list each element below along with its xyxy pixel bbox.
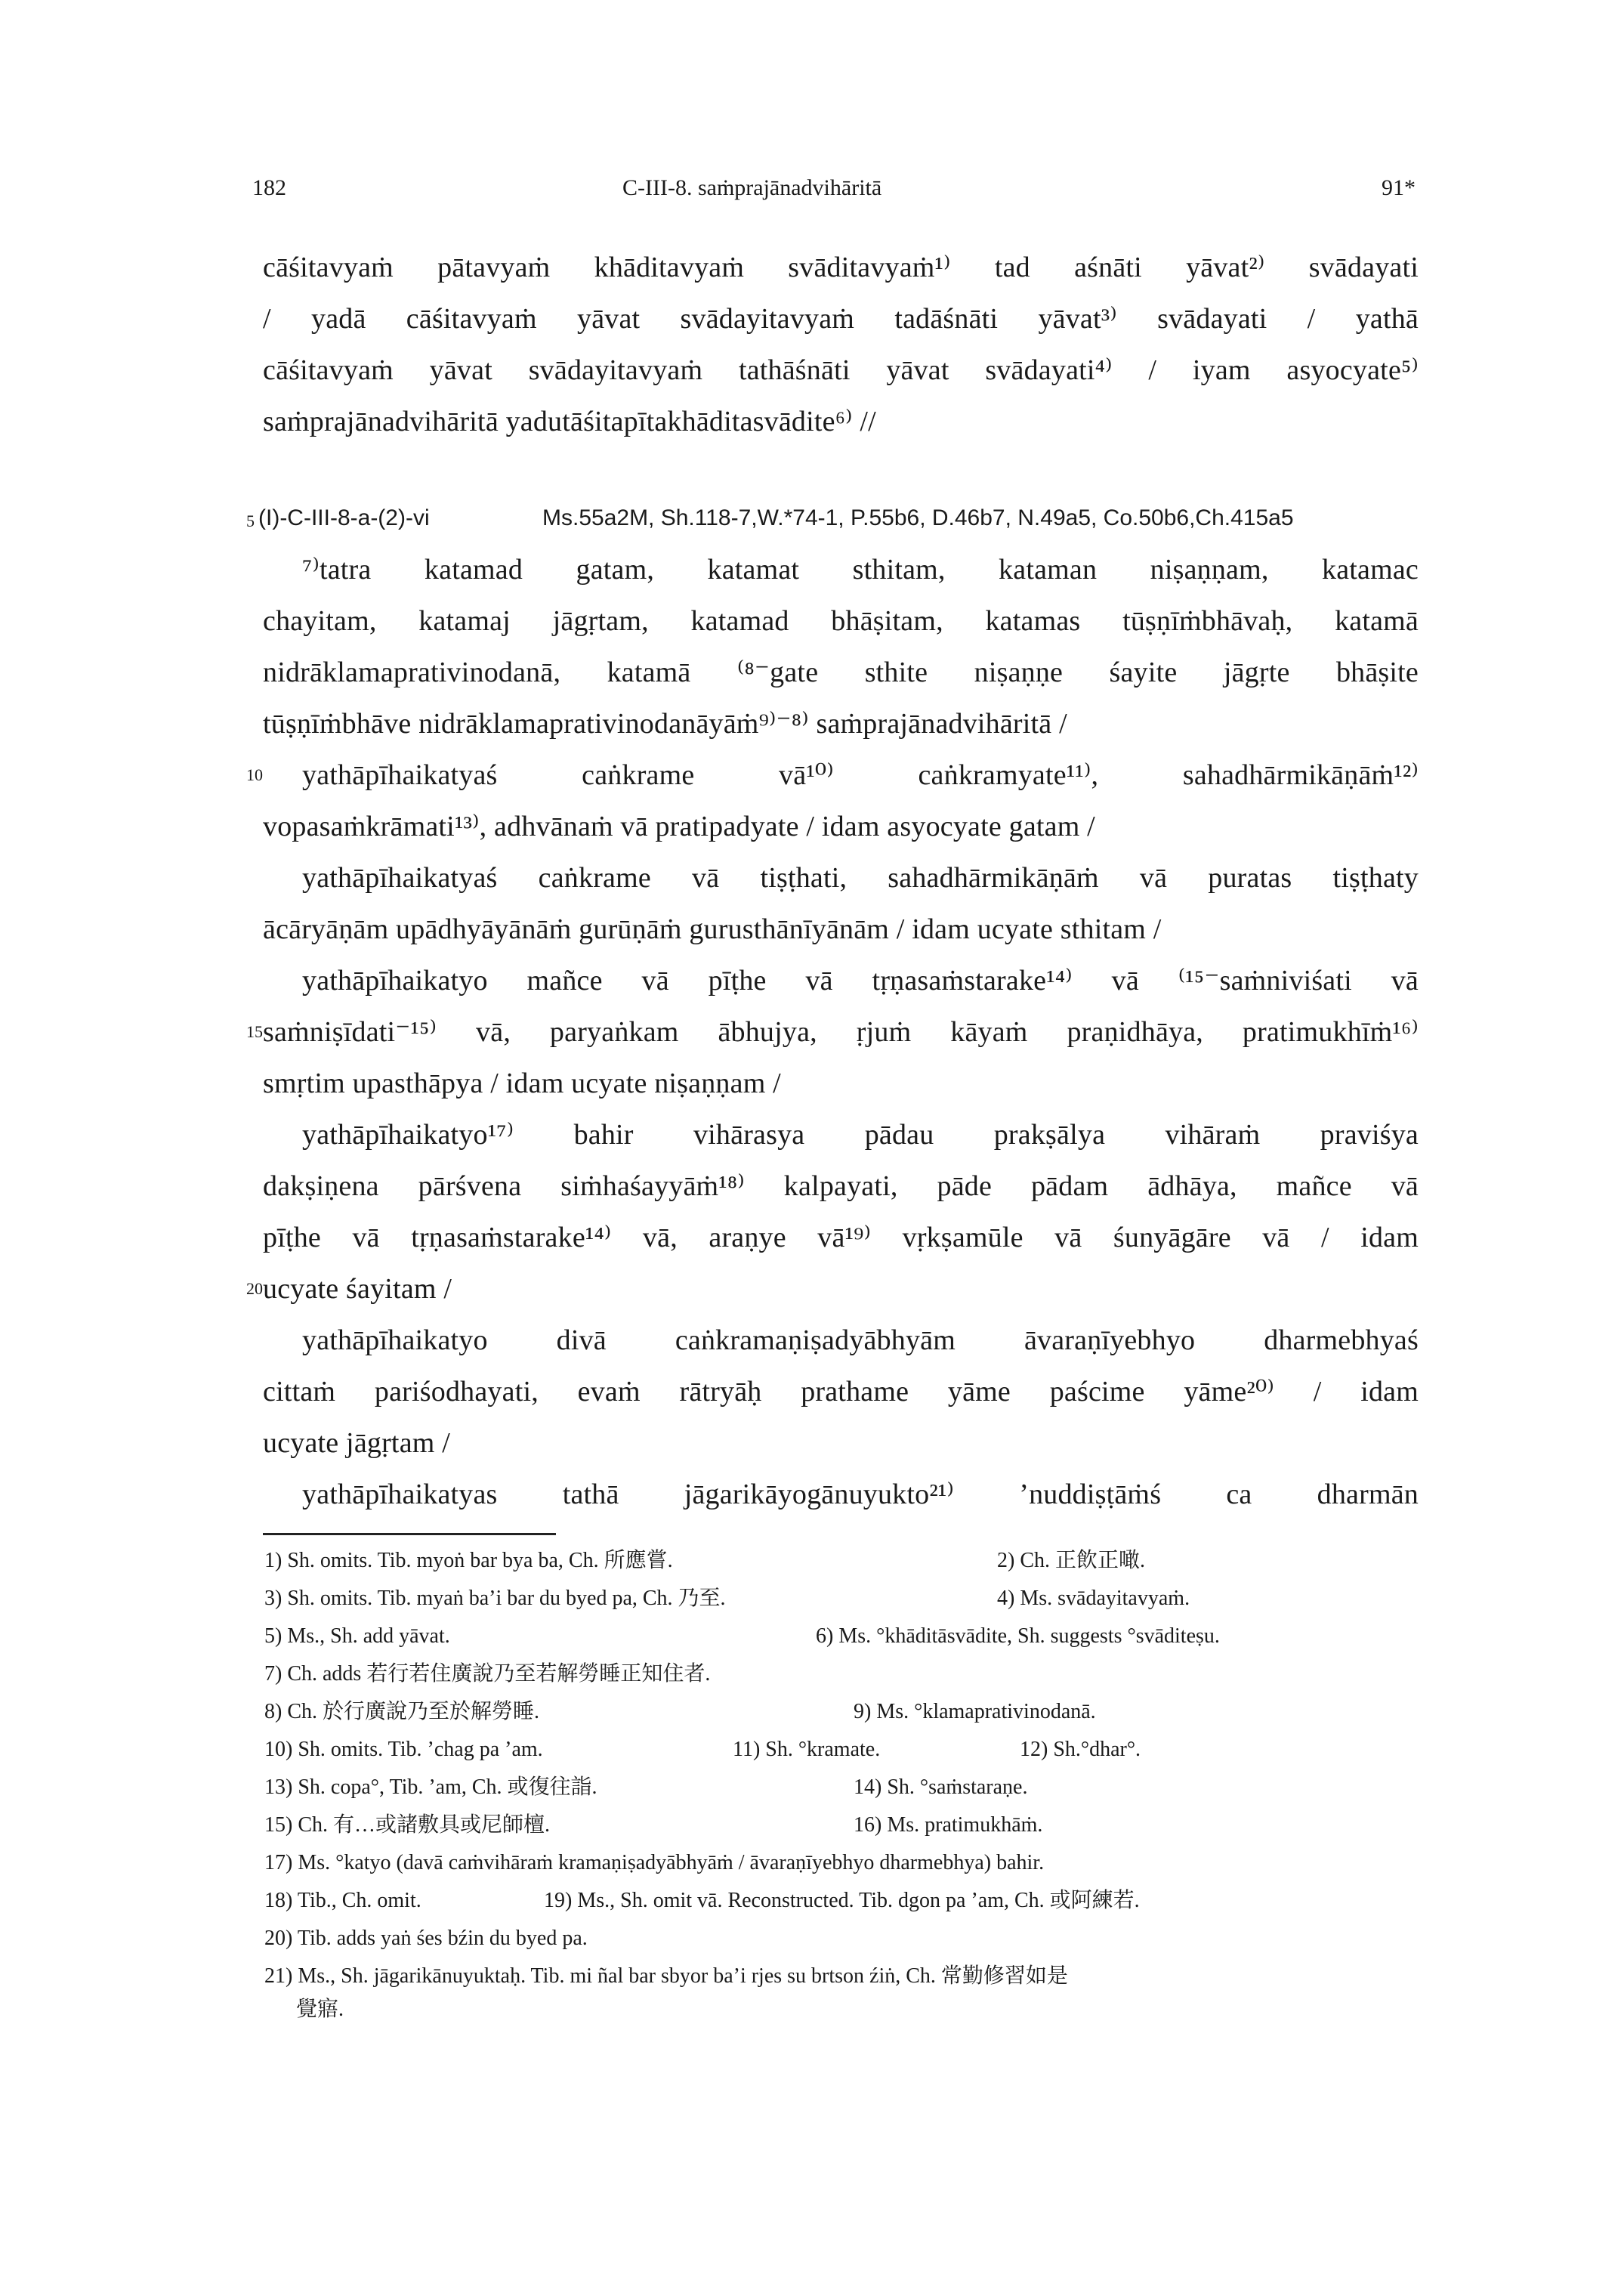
text-line: ucyate jāgṛtam /	[263, 1427, 450, 1459]
folio-number: 91*	[1382, 175, 1416, 200]
text-line: yathāpīhaikatyo mañce vā pīṭhe vā tṛṇasaṁstarake¹⁴⁾ vā ⁽¹⁵⁻saṁniviśati vā	[302, 965, 1419, 997]
text-line: dakṣiṇena pārśvena siṁhaśayyāṁ¹⁸⁾ kalpayati, pāde pādam ādhāya, mañce vā	[263, 1170, 1419, 1202]
footnote: 覺寤.	[296, 1998, 344, 2021]
text-line: yathāpīhaikatyaś caṅkrame vā¹⁰⁾ caṅkramyate¹¹⁾, sahadhārmikāṇāṁ¹²⁾	[302, 759, 1419, 791]
footnote: 7) Ch. adds 若行若住廣說乃至若解勞睡正知住者.	[264, 1662, 711, 1686]
section-sigla: (I)-C-III-8-a-(2)-vi	[258, 505, 430, 530]
footnote: 3) Sh. omits. Tib. myaṅ ba’i bar du byed pa, Ch. 乃至.	[264, 1587, 726, 1610]
text-line: saṁniṣīdati⁻¹⁵⁾ vā, paryaṅkam ābhujya, ṛjuṁ kāyaṁ praṇidhāya, pratimukhīṁ¹⁶⁾	[263, 1016, 1419, 1048]
text-line: ācāryāṇām upādhyāyānāṁ gurūṇāṁ gurusthānīyānām / idam ucyate sthitam /	[263, 913, 1162, 945]
text-line: vopasaṁkrāmati¹³⁾, adhvānaṁ vā pratipadyate / idam asyocyate gatam /	[263, 811, 1095, 842]
text-line: smṛtim upasthāpya / idam ucyate niṣaṇṇam /	[263, 1068, 781, 1099]
footnote: 13) Sh. copa°, Tib. ’am, Ch. 或復往詣.	[264, 1775, 597, 1799]
footnote: 15) Ch. 有…或諸敷具或尼師檀.	[264, 1813, 551, 1837]
footnote: 19) Ms., Sh. omit vā. Reconstructed. Tib. dgon pa ’am, Ch. 或阿練若.	[544, 1889, 1140, 1912]
footnote: 20) Tib. adds yaṅ śes bźin du byed pa.	[264, 1927, 588, 1950]
text-line: ucyate śayitam /	[263, 1273, 452, 1305]
footnote: 16) Ms. pratimukhāṁ.	[854, 1813, 1043, 1837]
text-line: yathāpīhaikatyaś caṅkrame vā tiṣṭhati, sahadhārmikāṇāṁ vā puratas tiṣṭhaty	[302, 862, 1419, 894]
footnote: 18) Tib., Ch. omit.	[264, 1889, 421, 1912]
footnote: 8) Ch. 於行廣說乃至於解勞睡.	[264, 1700, 540, 1723]
line-number: 5	[246, 511, 255, 530]
text-line: nidrāklamaprativinodanā, katamā ⁽⁸⁻gate sthite niṣaṇṇe śayite jāgṛte bhāṣite	[263, 657, 1419, 688]
manuscript-references: Ms.55a2M, Sh.118-7,W.*74-1, P.55b6, D.46b7, N.49a5, Co.50b6,Ch.415a5	[542, 505, 1294, 530]
footnote: 6) Ms. °khāditāsvādite, Sh. suggests °svāditeṣu.	[816, 1624, 1220, 1648]
footnote: 14) Sh. °saṁstaraṇe.	[854, 1775, 1028, 1799]
footnote: 2) Ch. 正飲正噉.	[997, 1549, 1146, 1572]
footnote: 12) Sh.°dhar°.	[1020, 1738, 1141, 1761]
running-head-title: C-III-8. saṁprajānadvihāritā	[622, 175, 882, 200]
text-line: saṁprajānadvihāritā yadutāśitapītakhāditasvādite⁶⁾ //	[263, 406, 876, 437]
text-line: tūṣṇīṁbhāve nidrāklamaprativinodanāyāṁ⁹⁾⁻⁸⁾ saṁprajānadvihāritā /	[263, 708, 1067, 740]
text-line: cāśitavyaṁ pātavyaṁ khāditavyaṁ svāditavyaṁ¹⁾ tad aśnāti yāvat²⁾ svādayati	[263, 252, 1419, 283]
line-number: 15	[246, 1022, 263, 1041]
text-line: yathāpīhaikatyas tathā jāgarikāyogānuyukto²¹⁾ ’nuddiṣṭāṁś ca dharmān	[302, 1479, 1419, 1510]
footnote: 21) Ms., Sh. jāgarikānuyuktaḥ. Tib. mi ñal bar sbyor ba’i rjes su brtson źiṅ, Ch. 常勤修習如是	[264, 1964, 1068, 1988]
text-line: chayitam, katamaj jāgṛtam, katamad bhāṣitam, katamas tūṣṇīṁbhāvaḥ, katamā	[263, 605, 1419, 637]
footnote-rule	[263, 1533, 556, 1535]
text-line: cāśitavyaṁ yāvat svādayitavyaṁ tathāśnāti yāvat svādayati⁴⁾ / iyam asyocyate⁵⁾	[263, 354, 1419, 386]
page-number: 182	[252, 175, 286, 200]
line-number: 10	[246, 765, 263, 784]
text-line: / yadā cāśitavyaṁ yāvat svādayitavyaṁ tadāśnāti yāvat³⁾ svādayati / yathā	[263, 303, 1419, 335]
running-header	[252, 175, 1416, 213]
text-line: yathāpīhaikatyo¹⁷⁾ bahir vihārasya pādau prakṣālya vihāraṁ praviśya	[302, 1119, 1419, 1151]
text-line: cittaṁ pariśodhayati, evaṁ rātryāḥ prathame yāme paścime yāme²⁰⁾ / idam	[263, 1376, 1419, 1408]
footnote: 17) Ms. °katyo (davā caṁvihāraṁ kramaṇiṣadyābhyāṁ / āvaraṇīyebhyo dharmebhya) bahir.	[264, 1851, 1045, 1874]
footnote: 10) Sh. omits. Tib. ’chag pa ’am.	[264, 1738, 543, 1761]
section-sigla-line	[258, 500, 1294, 536]
footnote: 11) Sh. °kramate.	[733, 1738, 881, 1761]
footnote: 9) Ms. °klamaprativinodanā.	[854, 1700, 1096, 1723]
text-line: pīṭhe vā tṛṇasaṁstarake¹⁴⁾ vā, araṇye vā¹⁹⁾ vṛkṣamūle vā śunyāgāre vā / idam	[263, 1222, 1419, 1253]
footnote: 4) Ms. svādayitavyaṁ.	[997, 1587, 1190, 1610]
footnote: 5) Ms., Sh. add yāvat.	[264, 1624, 450, 1648]
text-line: ⁷⁾tatra katamad gatam, katamat sthitam, kataman niṣaṇṇam, katamac	[302, 554, 1419, 586]
footnote: 1) Sh. omits. Tib. myoṅ bar bya ba, Ch. 所應嘗.	[264, 1549, 673, 1572]
line-number: 20	[246, 1279, 263, 1298]
text-line: yathāpīhaikatyo divā caṅkramaṇiṣadyābhyām āvaraṇīyebhyo dharmebhyaś	[302, 1324, 1419, 1356]
